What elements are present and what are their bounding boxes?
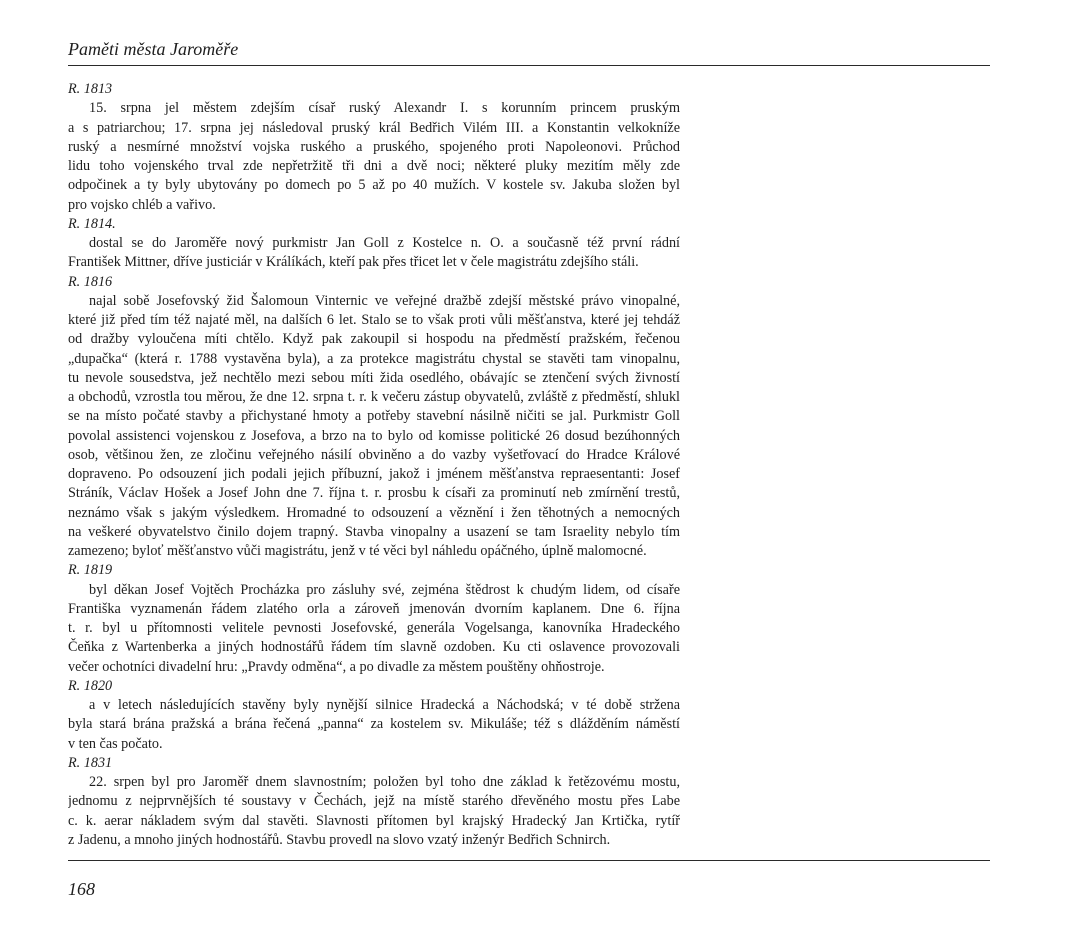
text-line: odpočinek a ty byly ubytovány po domech po 5 až po 40 mužích. V kostele sv. Jakuba složen byl — [68, 177, 680, 194]
year-heading: R. 1819 — [68, 562, 113, 579]
text-body — [68, 80, 680, 850]
text-line: dostal se do Jaroměře nový purkmistr Jan Goll z Kostelce n. O. a současně též první rádní — [89, 235, 680, 251]
text-line: t. r. byl u přítomnosti velitele pevnosti Josefovské, generála Vogelsanga, kanovníka Hradeckého — [68, 620, 680, 636]
year-heading: R. 1814. — [68, 215, 116, 232]
text-line: se na místo počaté stavby a přichystané hmoty a potřeby stavební násilně ničiti se jal. Purkmistr Goll — [68, 408, 680, 425]
text-line: Stráník, Václav Hošek a Josef John dne 7. října t. r. prosbu k císaři za prominutí neb zmírnění trestů, — [68, 485, 680, 502]
text-line: a s patriarchou; 17. srpna jej následoval pruský král Bedřich Vilém III. a Konstantin velkokníže — [68, 119, 680, 136]
text-line: dopraveno. Po odsouzení jich podali jejich příbuzní, jakož i jménem měšťanstva repraesentanti: Josef — [68, 466, 680, 482]
text-line: lidu toho vojenského trval zde nepřetržitě tři dni a dvě noci; některé pluky mezitím měly zde — [68, 158, 680, 174]
year-heading: R. 1816 — [68, 273, 113, 290]
running-head-title: Paměti města Jaroměře — [68, 39, 239, 59]
text-line: František Mittner, dříve justiciár v Králíkách, kteří pak přes třicet let v čele magistrátu zdejšího stáli. — [68, 254, 639, 271]
paragraph — [68, 773, 680, 850]
paragraph — [68, 581, 680, 677]
year-heading: R. 1813 — [68, 81, 113, 97]
text-line: osob, většinou žen, ze zločinu veřejného násilí obviněno a do vazby vyšetřovací do Hradce Králové — [68, 446, 680, 463]
text-line: zamezeno; byloť měšťanstvo vůči magistrátu, jenž v té věci byl náhledu opáčného, úplně malomocné. — [68, 543, 647, 559]
year-heading: R. 1831 — [68, 754, 113, 771]
paragraph — [68, 234, 680, 273]
text-line: pro vojsko chléb a vařivo. — [68, 196, 216, 213]
paragraph — [68, 99, 680, 215]
text-line: byla stará brána pražská a brána řečená „panna“ za kostelem sv. Mikuláše; též s dlážděním náměstí — [68, 716, 680, 733]
text-line: 22. srpen byl pro Jaroměř dnem slavnostním; položen byl toho dne základ k řetězovému mostu, — [89, 774, 680, 790]
paragraph — [68, 696, 680, 754]
text-line: povolal assistenci vojenskou z Josefova, a brzo na to bylo od komisse politické 26 dosud bezúhonných — [68, 427, 680, 444]
text-line: večer ochotníci divadelní hru: „Pravdy odměna“, a po divadle za městem pouštěny ohňostroje. — [68, 658, 605, 675]
text-line: a obchodů, vzrostla tou měrou, že dne 12. srpna t. r. k večeru zástup obyvatelů, zvláště z předměstí, shlukl — [68, 389, 680, 405]
text-line: „dupačka“ (která r. 1788 vystavěna byla), a za protekce magistrátu chystal se stavěti tam vinopalnu, — [68, 350, 680, 367]
paragraph — [68, 292, 680, 562]
text-line: ruský a nesmírné množství vojska ruského a pruského, spojeného proti Napoleonovi. Průchod — [68, 138, 680, 155]
text-line: najal sobě Josefovský žid Šalomoun Vinternic ve veřejné dražbě zdejší městské právo vinopalné, — [89, 292, 680, 309]
text-line: jednomu z nejprvnějších té soustavy v Čechách, jejž na místě starého dřevěného mostu přes Labe — [68, 793, 680, 810]
text-line: byl děkan Josef Vojtěch Procházka pro zásluhy své, zejména štědrost k chudým lidem, od císaře — [89, 581, 680, 598]
text-line: od dražby vyloučena míti chtělo. Když pak zakoupil si hospodu na předměstí pražském, řečenou — [68, 331, 680, 348]
header-rule — [68, 65, 990, 66]
text-line: tu nevole sousedstva, jež nechtělo mezi sebou míti žida osedlého, obávajíc se ztenčení svých živností — [68, 369, 680, 386]
text-line: Františka vyznamenán řádem zlatého orla a zároveň jmenován dvorním kaplanem. Dne 6. října — [68, 600, 680, 617]
text-line: a v letech následujících stavěny byly nynější silnice Hradecká a Náchodská; v té době stržena — [89, 697, 680, 713]
page-number: 168 — [68, 879, 95, 899]
year-heading: R. 1820 — [68, 677, 113, 694]
footer-rule — [68, 860, 990, 861]
text-line: z Jadenu, a mnoho jiných hodnostářů. Stavbu provedl na slovo vzatý inženýr Bedřich Schnirch. — [68, 831, 611, 848]
text-line: Čeňka z Wartenberka a jiných hodnostářů řádem tím slavně ozdoben. Ku cti oslavence provozovali — [68, 639, 680, 656]
text-line: na veškeré obyvatelstvo činilo dojem trapný. Stavba vinopalny a usazení se tam Israelity nebylo tím — [68, 523, 680, 540]
text-line: které již před tím též najaté měl, na dalších 6 let. Stalo se to však proti vůli měšťanstva, které jej tehdáž — [68, 312, 680, 328]
text-line: v ten čas počato. — [68, 735, 163, 752]
text-line: c. k. aerar nákladem svým dal stavěti. Slavnosti přítomen byl krajský Hradecký Jan Krtička, rytíř — [68, 812, 680, 829]
text-line: neznámo však s jakým výsledkem. Hromadné to odsouzení a věznění i žen těhotných a nemocných — [68, 504, 680, 521]
text-line: 15. srpna jel městem zdejším císař ruský Alexandr I. s korunním princem pruským — [89, 100, 680, 117]
